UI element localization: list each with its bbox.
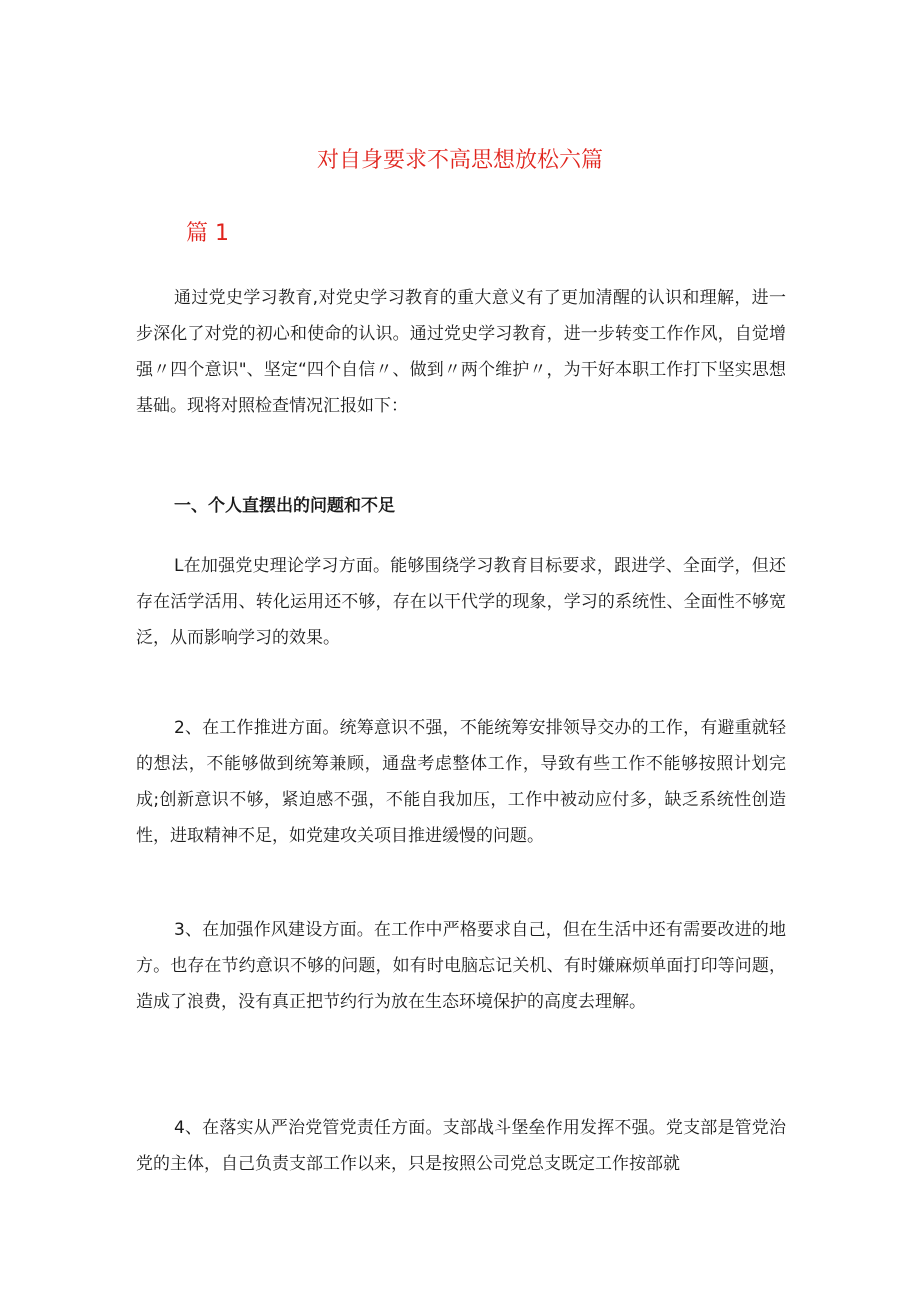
item-paragraph-4: 4、在落实从严治党管党责任方面。支部战斗堡垒作用发挥不强。党支部是管党治党的主体，自己负责支部工作以来，只是按照公司党总支既定工作按部就 (136, 1118, 786, 1174)
section-heading: 篇 1 (186, 221, 229, 246)
sub-heading: 一、个人直摆出的问题和不足 (174, 496, 395, 516)
document-title: 对自身要求不高思想放松六篇 (316, 148, 603, 173)
item-paragraph-1: L在加强党史理论学习方面。能够围绕学习教育目标要求，跟进学、全面学，但还存在活学活用、转化运用还不够，存在以干代学的现象，学习的系统性、全面性不够宽泛，从而影响学习的效果。 (136, 556, 786, 648)
item-paragraph-2: 2、在工作推进方面。统筹意识不强，不能统筹安排领导交办的工作，有避重就轻的想法，不能够做到统筹兼顾，通盘考虑整体工作，导致有些工作不能够按照计划完成;创新意识不够，紧迫感不强，不能自我加压，工作中被动应付多，缺乏系统性创造性，进取精神不足，如党建攻关项目推进缓慢的问题。 (136, 718, 786, 846)
item-paragraph-3: 3、在加强作风建设方面。在工作中严格要求自己，但在生活中还有需要改进的地方。也存在节约意识不够的问题，如有时电脑忘记关机、有时嫌麻烦单面打印等问题，造成了浪费，没有真正把节约行为放在生态环境保护的高度去理解。 (136, 920, 786, 1012)
intro-paragraph: 通过党史学习教育,对党史学习教育的重大意义有了更加清醒的认识和理解，进一步深化了对党的初心和使命的认识。通过党史学习教育，进一步转变工作作风，自觉增强〃四个意识"、坚定“四个自信〃、做到〃两个维护〃，为干好本职工作打下坚实思想基础。现将对照检查情况汇报如下： (136, 288, 786, 416)
